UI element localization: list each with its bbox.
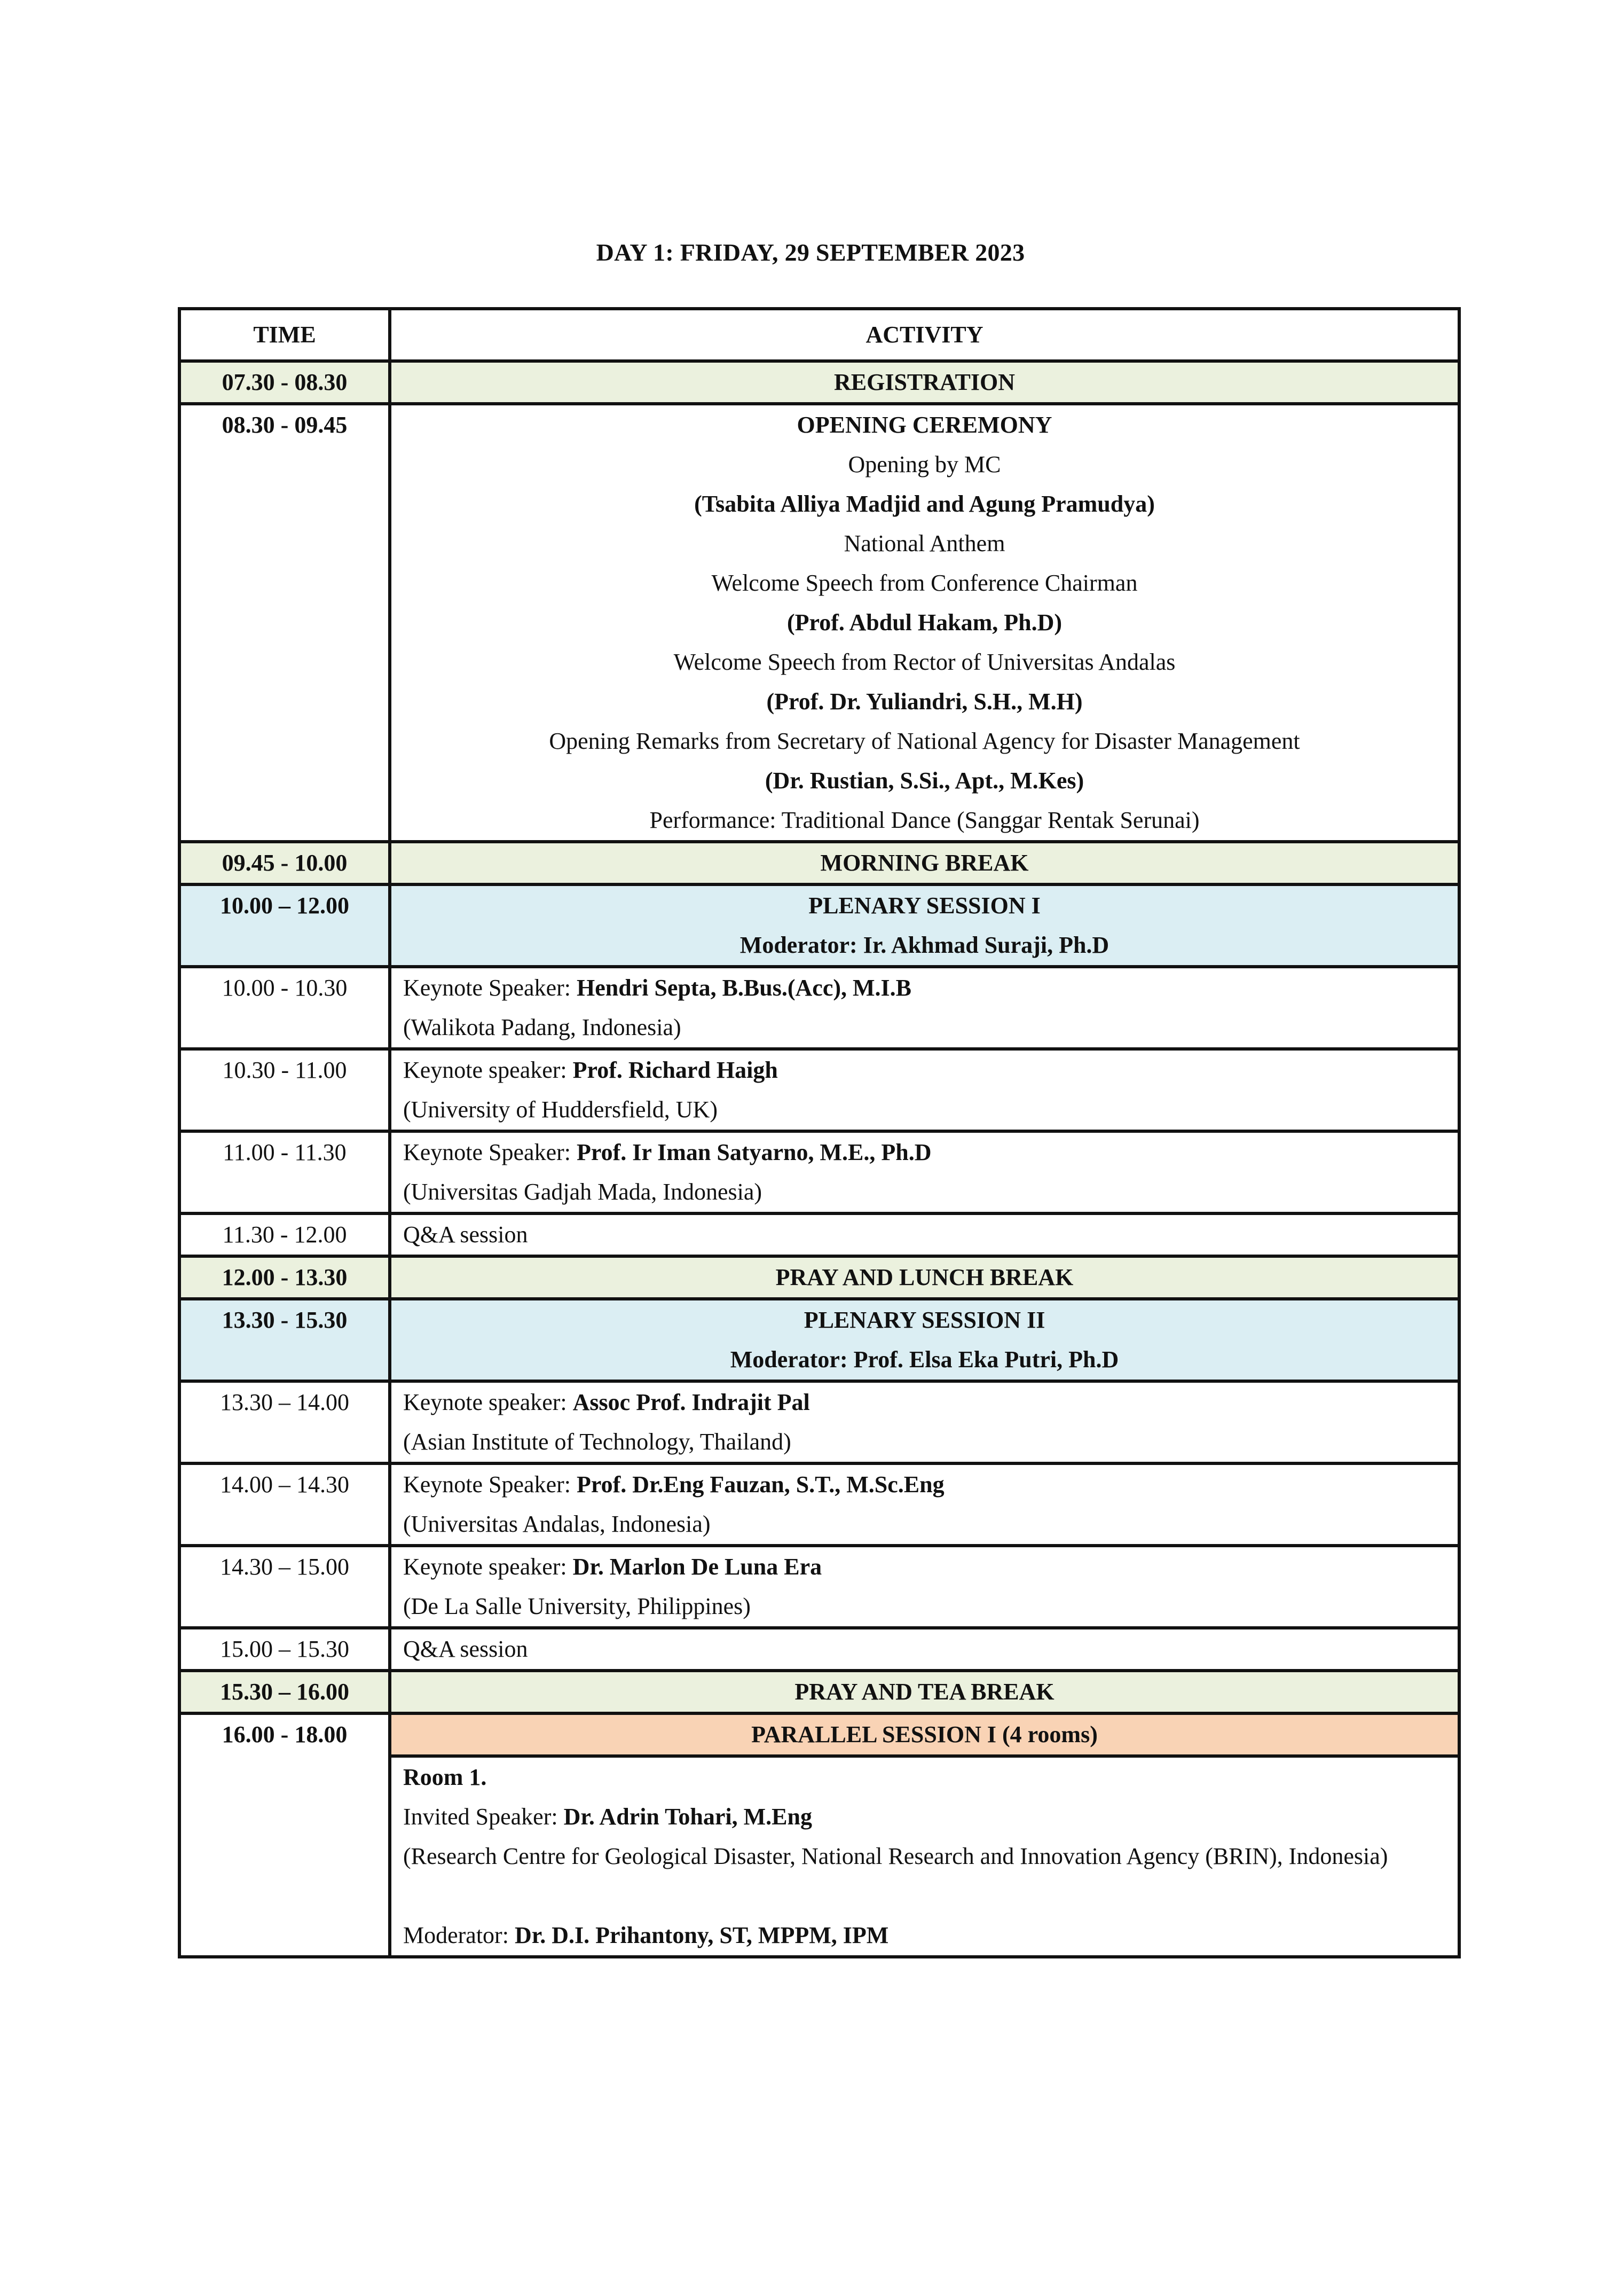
header-row [179,309,1459,361]
talk-time: 14.00 – 14.30 [179,1463,390,1546]
talk-activity [390,1049,1459,1131]
schedule-table [178,307,1461,1958]
talk-time: 10.00 - 10.30 [179,967,390,1049]
tea-label: PRAY AND TEA BREAK [390,1671,1459,1713]
talk-activity [390,1381,1459,1463]
plenary-2-row [179,1299,1459,1381]
opening-time: 08.30 - 09.45 [179,404,390,842]
activity-header: ACTIVITY [390,309,1459,361]
opening-line: Performance: Traditional Dance (Sanggar Rentak Serunai) [649,807,1200,833]
talk-row [179,1463,1459,1546]
speaker-name: Prof. Ir Iman Satyarno, M.E., Ph.D [577,1139,932,1165]
talk-activity [390,1463,1459,1546]
talk-activity [390,967,1459,1049]
talk-time: 14.30 – 15.00 [179,1546,390,1628]
speaker-name: Prof. Richard Haigh [572,1057,778,1083]
morning-break-row [179,842,1459,884]
morning-break-time: 09.45 - 10.00 [179,842,390,884]
plenary-2-moderator: Moderator: Prof. Elsa Eka Putri, Ph.D [730,1346,1119,1373]
opening-line: Opening Remarks from Secretary of National Agency for Disaster Management [549,728,1300,754]
opening-line: National Anthem [844,530,1005,557]
registration-time: 07.30 - 08.30 [179,361,390,404]
speaker-name: Prof. Dr.Eng Fauzan, S.T., M.Sc.Eng [577,1471,945,1498]
speaker-affiliation: (Asian Institute of Technology, Thailand) [403,1429,791,1455]
page-title: DAY 1: FRIDAY, 29 SEPTEMBER 2023 [596,239,1025,266]
spacer [403,1876,1446,1916]
talk-row [179,1546,1459,1628]
plenary-2-time: 13.30 - 15.30 [179,1299,390,1381]
plenary-1-row [179,884,1459,967]
moderator-prefix: Moderator: [403,1922,515,1948]
qa-label: Q&A session [390,1628,1459,1671]
time-header: TIME [179,309,390,361]
plenary-1-heading: PLENARY SESSION I [808,892,1041,919]
opening-line: (Tsabita Alliya Madjid and Agung Pramudya) [694,491,1155,517]
speaker-prefix: Keynote Speaker: [403,1139,577,1165]
qa-time: 11.30 - 12.00 [179,1213,390,1256]
opening-line: (Prof. Dr. Yuliandri, S.H., M.H) [766,688,1083,715]
talk-row [179,967,1459,1049]
opening-activity [390,404,1459,842]
talk-row [179,1381,1459,1463]
qa-time: 15.00 – 15.30 [179,1628,390,1671]
qa-row [179,1213,1459,1256]
talk-activity [390,1546,1459,1628]
parallel-room-activity [390,1756,1459,1957]
lunch-time: 12.00 - 13.30 [179,1256,390,1299]
parallel-heading: PARALLEL SESSION I (4 rooms) [390,1713,1459,1756]
tea-row [179,1671,1459,1713]
registration-row [179,361,1459,404]
opening-heading: OPENING CEREMONY [797,412,1052,438]
talk-time: 10.30 - 11.00 [179,1049,390,1131]
speaker-prefix: Keynote speaker: [403,1389,573,1415]
speaker-affiliation: (Universitas Andalas, Indonesia) [403,1511,711,1537]
room-label: Room 1. [403,1764,487,1790]
plenary-1-time: 10.00 – 12.00 [179,884,390,967]
opening-line: (Dr. Rustian, S.Si., Apt., M.Kes) [765,767,1084,794]
lunch-row [179,1256,1459,1299]
plenary-1-moderator: Moderator: Ir. Akhmad Suraji, Ph.D [739,932,1109,958]
opening-row [179,404,1459,842]
speaker-affiliation: (De La Salle University, Philippines) [403,1593,751,1619]
speaker-affiliation: (University of Huddersfield, UK) [403,1096,718,1123]
morning-break-label: MORNING BREAK [390,842,1459,884]
parallel-heading-row [179,1713,1459,1756]
speaker-affiliation: (Universitas Gadjah Mada, Indonesia) [403,1179,762,1205]
parallel-time: 16.00 - 18.00 [179,1713,390,1957]
opening-line: (Prof. Abdul Hakam, Ph.D) [786,609,1063,636]
invited-affiliation: (Research Centre for Geological Disaster, National Research and Innovation Agency (BRIN), Indonesia) [403,1843,1388,1869]
speaker-prefix: Keynote Speaker: [403,975,577,1001]
speaker-affiliation: (Walikota Padang, Indonesia) [403,1014,681,1040]
speaker-prefix: Keynote Speaker: [403,1471,577,1498]
talk-time: 13.30 – 14.00 [179,1381,390,1463]
qa-row [179,1628,1459,1671]
plenary-2-activity [390,1299,1459,1381]
tea-time: 15.30 – 16.00 [179,1671,390,1713]
opening-line: Welcome Speech from Rector of Universitas Andalas [673,649,1176,675]
plenary-1-activity [390,884,1459,967]
lunch-label: PRAY AND LUNCH BREAK [390,1256,1459,1299]
invited-prefix: Invited Speaker: [403,1804,564,1830]
opening-line: Opening by MC [848,451,1001,477]
speaker-name: Assoc Prof. Indrajit Pal [572,1389,810,1415]
opening-line: Welcome Speech from Conference Chairman [711,570,1138,596]
speaker-prefix: Keynote speaker: [403,1554,573,1580]
talk-activity [390,1131,1459,1213]
speaker-prefix: Keynote speaker: [403,1057,573,1083]
moderator-name: Dr. D.I. Prihantony, ST, MPPM, IPM [514,1922,889,1948]
talk-time: 11.00 - 11.30 [179,1131,390,1213]
speaker-name: Dr. Marlon De Luna Era [572,1554,822,1580]
speaker-name: Hendri Septa, B.Bus.(Acc), M.I.B [577,975,911,1001]
plenary-2-heading: PLENARY SESSION II [804,1307,1045,1333]
registration-label: REGISTRATION [390,361,1459,404]
talk-row [179,1131,1459,1213]
invited-speaker: Dr. Adrin Tohari, M.Eng [563,1804,812,1830]
qa-label: Q&A session [390,1213,1459,1256]
talk-row [179,1049,1459,1131]
